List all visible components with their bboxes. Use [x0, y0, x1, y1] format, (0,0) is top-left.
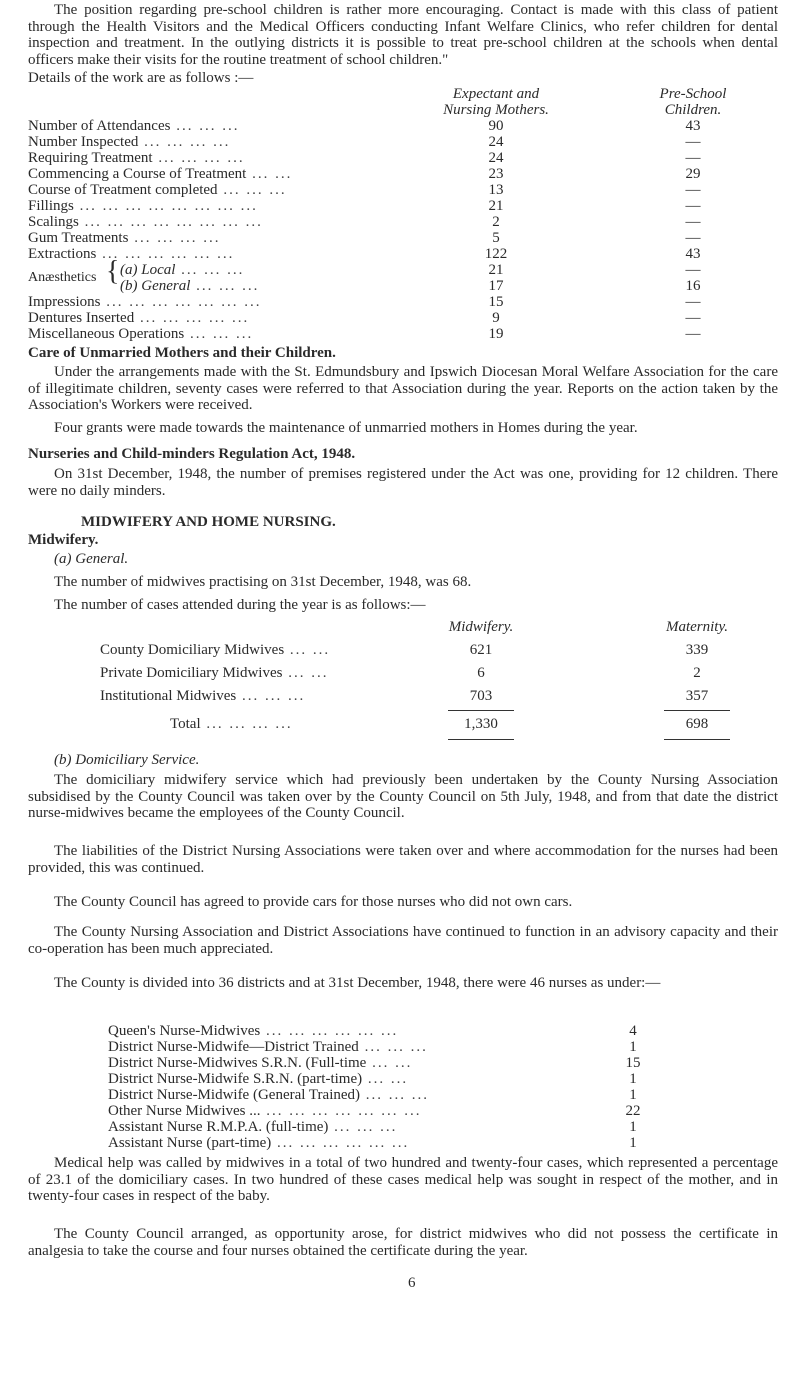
- table-row: Course of Treatment completed ... ... ...: [28, 182, 287, 198]
- nurse-count: 4: [629, 1023, 637, 1039]
- nurse-count: 1: [629, 1039, 637, 1055]
- nurse-count: 1: [629, 1119, 637, 1135]
- list-item: Queen's Nurse-Midwives ... ... ... ... ... ...: [108, 1023, 399, 1039]
- list-item: Other Nurse Midwives ... ... ... ... ... ... ... ...: [108, 1103, 422, 1119]
- table-row: Private Domiciliary Midwives ... ...: [100, 665, 329, 681]
- divider: [664, 739, 730, 740]
- table-row: (a) Local ... ... ...: [120, 262, 245, 278]
- cell-children: 43: [685, 118, 701, 134]
- domiciliary-paragraph-7: The County Council arranged, as opportunity arose, for district midwives who did not possess the certificate in analgesia to take the course and four nurses obtained the certificate during the year.: [28, 1226, 778, 1259]
- col-head-expectant: Expectant and: [452, 86, 540, 102]
- col-head-midwifery: Midwifery.: [448, 619, 514, 635]
- list-item: Assistant Nurse (part-time) ... ... ... ... ... ...: [108, 1135, 410, 1151]
- list-item: District Nurse-Midwives S.R.N. (Full-time ... ...: [108, 1055, 413, 1071]
- table-row: County Domiciliary Midwives ... ...: [100, 642, 331, 658]
- section-heading-unmarried: Care of Unmarried Mothers and their Children.: [28, 345, 336, 361]
- cell-mothers: 9: [492, 310, 500, 326]
- divider: [664, 710, 730, 711]
- table-row: Number Inspected ... ... ... ...: [28, 134, 231, 150]
- table-row: (b) General ... ... ...: [120, 278, 260, 294]
- table-row: Impressions ... ... ... ... ... ... ...: [28, 294, 262, 310]
- cell-mothers: 21: [488, 198, 504, 214]
- cell-children: —: [685, 310, 701, 326]
- intro-paragraph: The position regarding pre-school children is rather more encouraging. Contact is made with this class of patient through the Health Visitors and the Medical Officers conducting Infant Welfare Clinics, who refer children for dental inspection and treatment. In the outlying districts it is possible to treat pre-school children at the schools when dental officers make their visits for the routine treatment of school children.": [28, 2, 778, 68]
- cell-midwifery: 6: [477, 665, 485, 681]
- list-item: Assistant Nurse R.M.P.A. (full-time) ... ... ...: [108, 1119, 398, 1135]
- cell-midwifery: 621: [469, 642, 493, 658]
- section-heading-nurseries: Nurseries and Child-minders Regulation Act, 1948.: [28, 446, 356, 462]
- page-number: 6: [408, 1275, 416, 1291]
- cell-mothers: 24: [488, 150, 504, 166]
- col-head-preschool: Pre-School: [659, 86, 727, 102]
- cell-mothers: 17: [488, 278, 504, 294]
- domiciliary-paragraph-4: The County Nursing Association and District Associations have continued to function in an advisory capacity and their co-operation has been much appreciated.: [28, 924, 778, 957]
- divider: [448, 710, 514, 711]
- midwives-number-line: The number of midwives practising on 31st December, 1948, was 68.: [54, 574, 472, 590]
- table-row: Institutional Midwives ... ... ...: [100, 688, 306, 704]
- cell-mothers: 23: [488, 166, 504, 182]
- anaesthetics-label: Anæsthetics: [28, 270, 97, 285]
- nurse-count: 1: [629, 1087, 637, 1103]
- cell-children: 43: [685, 246, 701, 262]
- table-row: Scalings ... ... ... ... ... ... ... ...: [28, 214, 263, 230]
- unmarried-paragraph-1: Under the arrangements made with the St. Edmundsbury and Ipswich Diocesan Moral Welfare Association for the care of illegitimate children, seventy cases were referred to that Association during the year. Reports on the action taken by the Association's Workers were received.: [28, 364, 778, 413]
- unmarried-paragraph-2: Four grants were made towards the maintenance of unmarried mothers in Homes during the year.: [54, 420, 638, 436]
- col-head-nursing: Nursing Mothers.: [443, 102, 549, 118]
- section-heading-midwifery: Midwifery.: [28, 532, 99, 548]
- cases-line: The number of cases attended during the year is as follows:—: [54, 597, 426, 613]
- cell-mothers: 19: [488, 326, 504, 342]
- table-row: Commencing a Course of Treatment ... ...: [28, 166, 293, 182]
- domiciliary-paragraph-6: Medical help was called by midwives in a total of two hundred and twenty-four cases, which represented a percentage of 23.1 of the domiciliary cases. In two hundred of these cases medical help was sought in respect of the mother, and in twenty-four cases in respect of the baby.: [28, 1155, 778, 1204]
- cell-mothers: 21: [488, 262, 504, 278]
- cell-mothers: 5: [492, 230, 500, 246]
- cell-maternity: 357: [685, 688, 709, 704]
- domiciliary-paragraph-1: The domiciliary midwifery service which had previously been undertaken by the County Nursing Association subsidised by the County Council was taken over by the County Council on 5th July, 1948, and from that date the district nurse-midwives became the employees of the County Council.: [28, 772, 778, 821]
- cell-mothers: 15: [488, 294, 504, 310]
- list-item: District Nurse-Midwife S.R.N. (part-time) ... ...: [108, 1071, 409, 1087]
- nurseries-paragraph: On 31st December, 1948, the number of premises registered under the Act was one, providing for 12 children. There were no daily minders.: [28, 466, 778, 499]
- cell-children: 29: [685, 166, 701, 182]
- table-row: Extractions ... ... ... ... ... ...: [28, 246, 235, 262]
- table-row: Number of Attendances ... ... ...: [28, 118, 240, 134]
- brace-icon: {: [106, 256, 120, 287]
- table-row: Gum Treatments ... ... ... ...: [28, 230, 221, 246]
- cell-children: —: [685, 214, 701, 230]
- cell-children: —: [685, 182, 701, 198]
- cell-children: —: [685, 326, 701, 342]
- nurse-count: 22: [625, 1103, 641, 1119]
- subheading-domiciliary: (b) Domiciliary Service.: [54, 752, 200, 768]
- details-line: Details of the work are as follows :—: [28, 70, 254, 86]
- cell-mothers: 122: [484, 246, 508, 262]
- list-item: District Nurse-Midwife (General Trained) ... ... ...: [108, 1087, 430, 1103]
- domiciliary-paragraph-3: The County Council has agreed to provide cars for those nurses who did not own cars.: [54, 894, 573, 910]
- total-midwifery: 1,330: [464, 716, 498, 732]
- cell-children: 16: [685, 278, 701, 294]
- domiciliary-paragraph-2: The liabilities of the District Nursing Associations were taken over and where accommodation for the nurses had been provided, this was continued.: [28, 843, 778, 876]
- col-head-maternity: Maternity.: [665, 619, 729, 635]
- cell-children: —: [685, 262, 701, 278]
- divider: [448, 739, 514, 740]
- subheading-general: (a) General.: [54, 551, 129, 567]
- main-heading-midwifery: MIDWIFERY AND HOME NURSING.: [81, 514, 336, 530]
- table-row: Dentures Inserted ... ... ... ... ...: [28, 310, 250, 326]
- table-row: Fillings ... ... ... ... ... ... ... ...: [28, 198, 258, 214]
- cell-children: —: [685, 134, 701, 150]
- cell-children: —: [685, 150, 701, 166]
- total-maternity: 698: [685, 716, 709, 732]
- col-head-children: Children.: [664, 102, 722, 118]
- cell-maternity: 2: [693, 665, 701, 681]
- cell-mothers: 2: [492, 214, 500, 230]
- nurse-count: 1: [629, 1071, 637, 1087]
- nurse-count: 1: [629, 1135, 637, 1151]
- domiciliary-paragraph-5: The County is divided into 36 districts and at 31st December, 1948, there were 46 nurses as under:—: [54, 975, 661, 991]
- cell-mothers: 13: [488, 182, 504, 198]
- cell-midwifery: 703: [469, 688, 493, 704]
- cell-children: —: [685, 294, 701, 310]
- cell-mothers: 90: [488, 118, 504, 134]
- nurse-count: 15: [625, 1055, 641, 1071]
- cell-mothers: 24: [488, 134, 504, 150]
- cell-maternity: 339: [685, 642, 709, 658]
- list-item: District Nurse-Midwife—District Trained ... ... ...: [108, 1039, 428, 1055]
- cell-children: —: [685, 198, 701, 214]
- cell-children: —: [685, 230, 701, 246]
- total-row: Total ... ... ... ...: [170, 716, 293, 732]
- table-row: Miscellaneous Operations ... ... ...: [28, 326, 254, 342]
- table-row: Requiring Treatment ... ... ... ...: [28, 150, 245, 166]
